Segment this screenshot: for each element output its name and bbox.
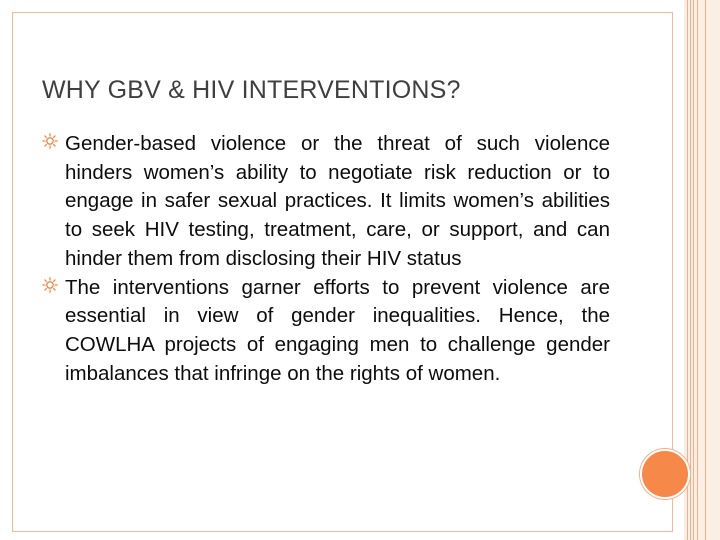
decorative-stripe [690, 0, 691, 540]
decorative-stripe [687, 0, 688, 540]
bullet-item [40, 130, 610, 274]
bullet-text: Gender-based violence or the threat of such violence hinders women’s ability to negotiate risk reduction or to engage in safer sexual practices. It limits women’s abilities to seek HIV testing, treatment, care, or support, and can hinder them from disclosing their HIV status [65, 132, 610, 270]
bullet-text: The interventions garner efforts to prevent violence are essential in view of gender inequalities. Hence, the COWLHA projects of engaging men to challenge gender imbalances that infringe on the rights of women. [65, 275, 610, 385]
decorative-stripe [705, 0, 706, 540]
decorative-circle [640, 449, 690, 499]
decorative-stripe [697, 0, 698, 540]
slide-title: WHY GBV & HIV INTERVENTIONS? [42, 76, 461, 104]
decorative-stripe [693, 0, 694, 540]
bullet-item [40, 274, 610, 389]
sun-icon [42, 133, 58, 149]
sun-icon [42, 277, 58, 293]
bullet-list [40, 130, 610, 388]
